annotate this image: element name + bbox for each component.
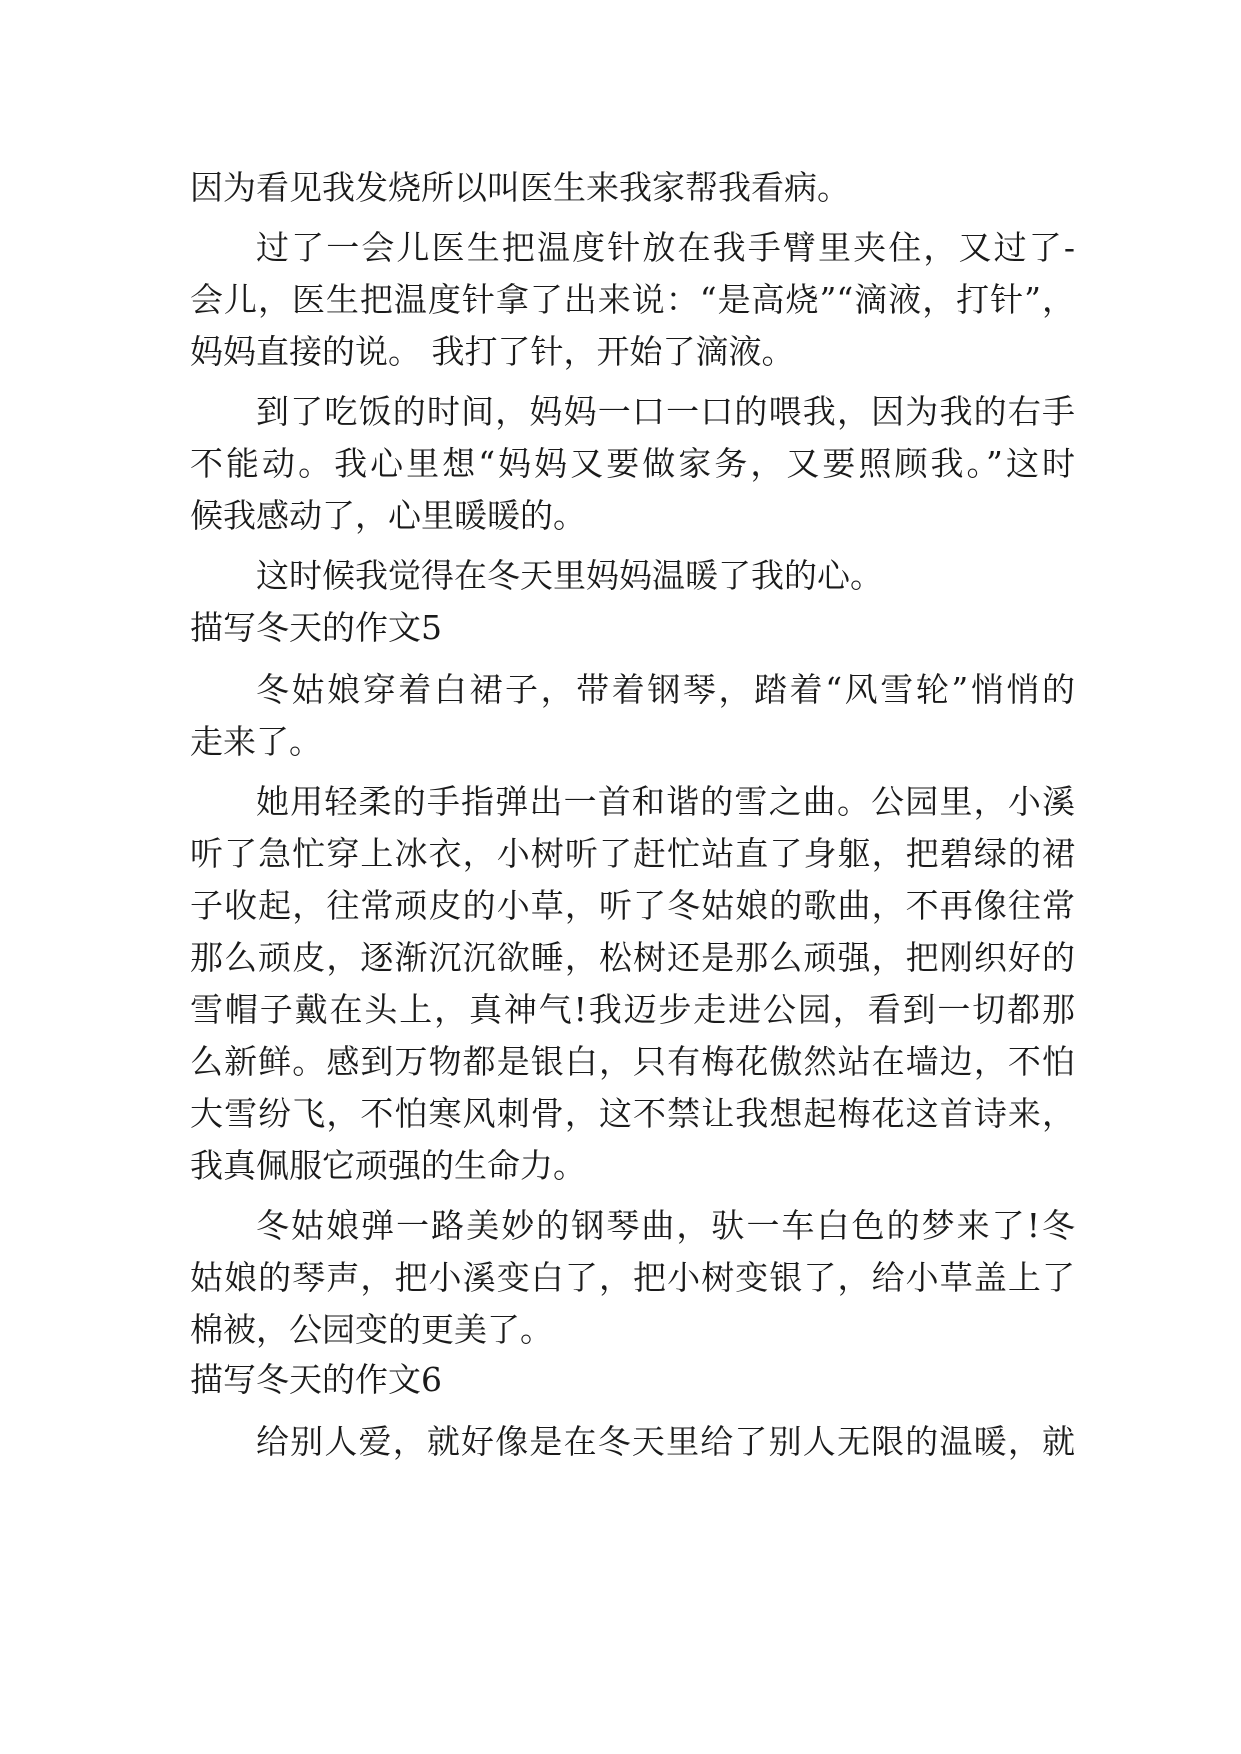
paragraph-line: 大雪纷飞，不怕寒风刺骨，这不禁让我想起梅花这首诗来， [190,1094,1075,1133]
paragraph-line: 这时候我觉得在冬天里妈妈温暖了我的心。 [256,556,883,595]
paragraph-line: 冬姑娘弹一路美妙的钢琴曲，驮一车白色的梦来了!冬 [256,1206,1075,1245]
paragraph-line: 候我感动了，心里暖暖的。 [190,496,586,535]
paragraph-line: 会儿，医生把温度针拿了出来说：“是高烧”“滴液，打针”， [190,280,1075,319]
paragraph-line: 因为看见我发烧所以叫医生来我家帮我看病。 [190,168,850,207]
paragraph-line: 她用轻柔的手指弹出一首和谐的雪之曲。公园里，小溪 [256,782,1075,821]
paragraph-line: 过了一会儿医生把温度针放在我手臂里夹住，又过了- [256,228,1075,267]
paragraph-line: 那么顽皮，逐渐沉沉欲睡，松树还是那么顽强，把刚织好的 [190,938,1075,977]
paragraph-line: 到了吃饭的时间，妈妈一口一口的喂我，因为我的右手 [256,392,1075,431]
paragraph-line: 妈妈直接的说。 我打了针，开始了滴液。 [190,332,795,371]
paragraph-line: 姑娘的琴声，把小溪变白了，把小树变银了，给小草盖上了 [190,1258,1075,1297]
paragraph-line: 给别人爱，就好像是在冬天里给了别人无限的温暖，就 [256,1422,1075,1461]
paragraph-line: 么新鲜。感到万物都是银白，只有梅花傲然站在墙边，不怕 [190,1042,1075,1081]
paragraph-line: 子收起，往常顽皮的小草，听了冬姑娘的歌曲，不再像往常 [190,886,1075,925]
paragraph-line: 不能动。我心里想“妈妈又要做家务，又要照顾我。”这时 [190,444,1075,483]
paragraph-line: 我真佩服它顽强的生命力。 [190,1146,586,1185]
paragraph-line: 雪帽子戴在头上，真神气!我迈步走进公园，看到一切都那 [190,990,1075,1029]
paragraph-line: 棉被，公园变的更美了。 [190,1310,553,1349]
paragraph-line: 冬姑娘穿着白裙子，带着钢琴，踏着“风雪轮”悄悄的 [256,670,1075,709]
section-heading: 描写冬天的作文5 [190,608,442,647]
paragraph-line: 走来了。 [190,722,322,761]
section-heading: 描写冬天的作文6 [190,1360,442,1399]
paragraph-line: 听了急忙穿上冰衣，小树听了赶忙站直了身躯，把碧绿的裙 [190,834,1075,873]
